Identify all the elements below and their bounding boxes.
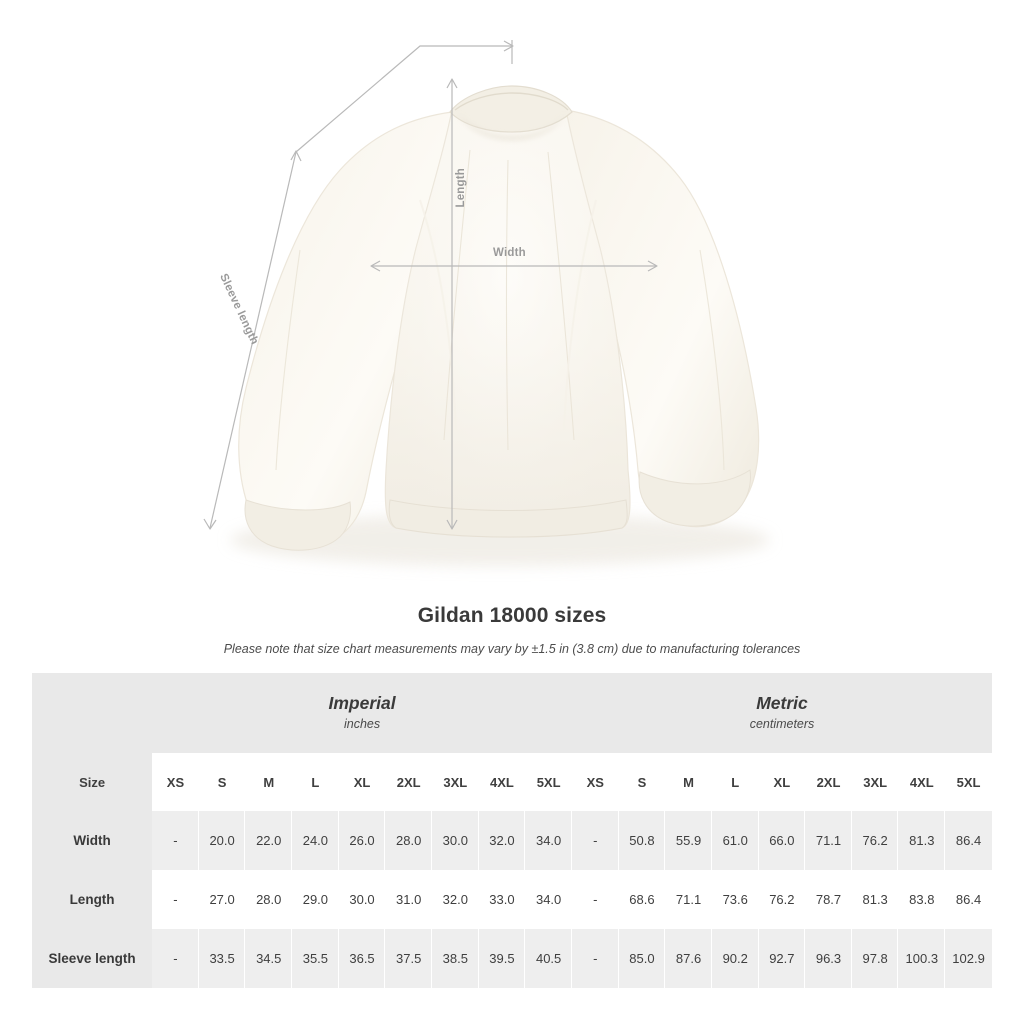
- table-row-sleeve-length: [32, 929, 992, 988]
- sleeve-imperial-m: 34.5: [245, 929, 292, 988]
- sleeve-length-label: Sleeve length: [217, 272, 261, 347]
- size-header-imperial-s: S: [199, 753, 246, 811]
- sleeve-imperial-s: 33.5: [199, 929, 246, 988]
- size-header-imperial-2xl: 2XL: [385, 753, 432, 811]
- length-metric-l: 73.6: [712, 870, 759, 929]
- unit-group-row: [32, 673, 992, 753]
- width-imperial-xl: 26.0: [339, 811, 386, 870]
- width-metric-4xl: 81.3: [898, 811, 945, 870]
- size-header-imperial-5xl: 5XL: [525, 753, 572, 811]
- sleeve-metric-xl: 92.7: [759, 929, 806, 988]
- length-imperial-xl: 30.0: [339, 870, 386, 929]
- sleeve-imperial-xl: 36.5: [339, 929, 386, 988]
- unit-group-imperial: [152, 673, 572, 753]
- sleeve-imperial-2xl: 37.5: [385, 929, 432, 988]
- sleeve-imperial-3xl: 38.5: [432, 929, 479, 988]
- length-imperial-5xl: 34.0: [525, 870, 572, 929]
- length-metric-2xl: 78.7: [805, 870, 852, 929]
- size-header-imperial-3xl: 3XL: [432, 753, 479, 811]
- shoulder-guide-line: [296, 46, 512, 152]
- length-metric-4xl: 83.8: [898, 870, 945, 929]
- table-row-length: [32, 870, 992, 929]
- sleeve-imperial-l: 35.5: [292, 929, 339, 988]
- size-header-metric-xl: XL: [759, 753, 806, 811]
- size-chart-table-wrapper: [32, 673, 992, 988]
- width-imperial-5xl: 34.0: [525, 811, 572, 870]
- sleeve-metric-s: 85.0: [619, 929, 666, 988]
- width-imperial-xs: -: [152, 811, 199, 870]
- unit-group-metric: [572, 673, 992, 753]
- sleeve-metric-2xl: 96.3: [805, 929, 852, 988]
- size-header-row: [32, 753, 992, 811]
- width-metric-l: 61.0: [712, 811, 759, 870]
- width-imperial-3xl: 30.0: [432, 811, 479, 870]
- sleeve-metric-m: 87.6: [665, 929, 712, 988]
- size-header-metric-l: L: [712, 753, 759, 811]
- width-metric-xl: 66.0: [759, 811, 806, 870]
- width-label: Width: [493, 247, 526, 259]
- width-metric-5xl: 86.4: [945, 811, 992, 870]
- length-imperial-s: 27.0: [199, 870, 246, 929]
- width-imperial-s: 20.0: [199, 811, 246, 870]
- length-imperial-3xl: 32.0: [432, 870, 479, 929]
- width-metric-xs: -: [572, 811, 619, 870]
- size-header-metric-2xl: 2XL: [805, 753, 852, 811]
- length-imperial-m: 28.0: [245, 870, 292, 929]
- width-imperial-l: 24.0: [292, 811, 339, 870]
- length-label: Length: [455, 168, 467, 208]
- length-imperial-2xl: 31.0: [385, 870, 432, 929]
- size-header-imperial-xl: XL: [339, 753, 386, 811]
- size-header-label: Size: [32, 753, 152, 811]
- length-metric-xl: 76.2: [759, 870, 806, 929]
- row-label-width: Width: [32, 811, 152, 870]
- width-metric-m: 55.9: [665, 811, 712, 870]
- size-header-imperial-xs: XS: [152, 753, 199, 811]
- unit-group-corner: [32, 673, 152, 753]
- length-imperial-l: 29.0: [292, 870, 339, 929]
- unit-group-imperial-units: inches: [343, 717, 381, 732]
- unit-group-metric-name: Metric: [756, 692, 808, 713]
- sleeve-imperial-5xl: 40.5: [525, 929, 572, 988]
- table-row-width: [32, 811, 992, 870]
- width-imperial-m: 22.0: [245, 811, 292, 870]
- width-metric-3xl: 76.2: [852, 811, 899, 870]
- sleeve-metric-3xl: 97.8: [852, 929, 899, 988]
- row-label-length: Length: [32, 870, 152, 929]
- unit-group-imperial-name: Imperial: [328, 692, 396, 713]
- size-header-metric-4xl: 4XL: [898, 753, 945, 811]
- size-header-metric-m: M: [665, 753, 712, 811]
- length-imperial-xs: -: [152, 870, 199, 929]
- sleeve-imperial-xs: -: [152, 929, 199, 988]
- unit-group-metric-units: centimeters: [749, 717, 815, 732]
- width-imperial-4xl: 32.0: [479, 811, 526, 870]
- size-header-metric-5xl: 5XL: [945, 753, 992, 811]
- size-header-metric-3xl: 3XL: [852, 753, 899, 811]
- size-header-imperial-m: M: [245, 753, 292, 811]
- size-chart-table: [32, 673, 992, 988]
- width-imperial-2xl: 28.0: [385, 811, 432, 870]
- title-block: [0, 590, 1024, 656]
- sleeve-metric-l: 90.2: [712, 929, 759, 988]
- length-metric-s: 68.6: [619, 870, 666, 929]
- length-imperial-4xl: 33.0: [479, 870, 526, 929]
- size-header-metric-xs: XS: [572, 753, 619, 811]
- width-metric-s: 50.8: [619, 811, 666, 870]
- length-metric-xs: -: [572, 870, 619, 929]
- length-metric-m: 71.1: [665, 870, 712, 929]
- sleeve-metric-5xl: 102.9: [945, 929, 992, 988]
- width-metric-2xl: 71.1: [805, 811, 852, 870]
- sleeve-metric-xs: -: [572, 929, 619, 988]
- length-metric-3xl: 81.3: [852, 870, 899, 929]
- size-header-imperial-4xl: 4XL: [479, 753, 526, 811]
- sleeve-metric-4xl: 100.3: [898, 929, 945, 988]
- row-label-sleeve-length: Sleeve length: [32, 929, 152, 988]
- length-metric-5xl: 86.4: [945, 870, 992, 929]
- size-header-metric-s: S: [619, 753, 666, 811]
- page-title: Gildan 18000 sizes: [417, 604, 607, 627]
- tolerance-note: Please note that size chart measurements may vary by ±1.5 in (3.8 cm) due to manufacturing tolerances: [223, 642, 801, 656]
- size-header-imperial-l: L: [292, 753, 339, 811]
- sleeve-imperial-4xl: 39.5: [479, 929, 526, 988]
